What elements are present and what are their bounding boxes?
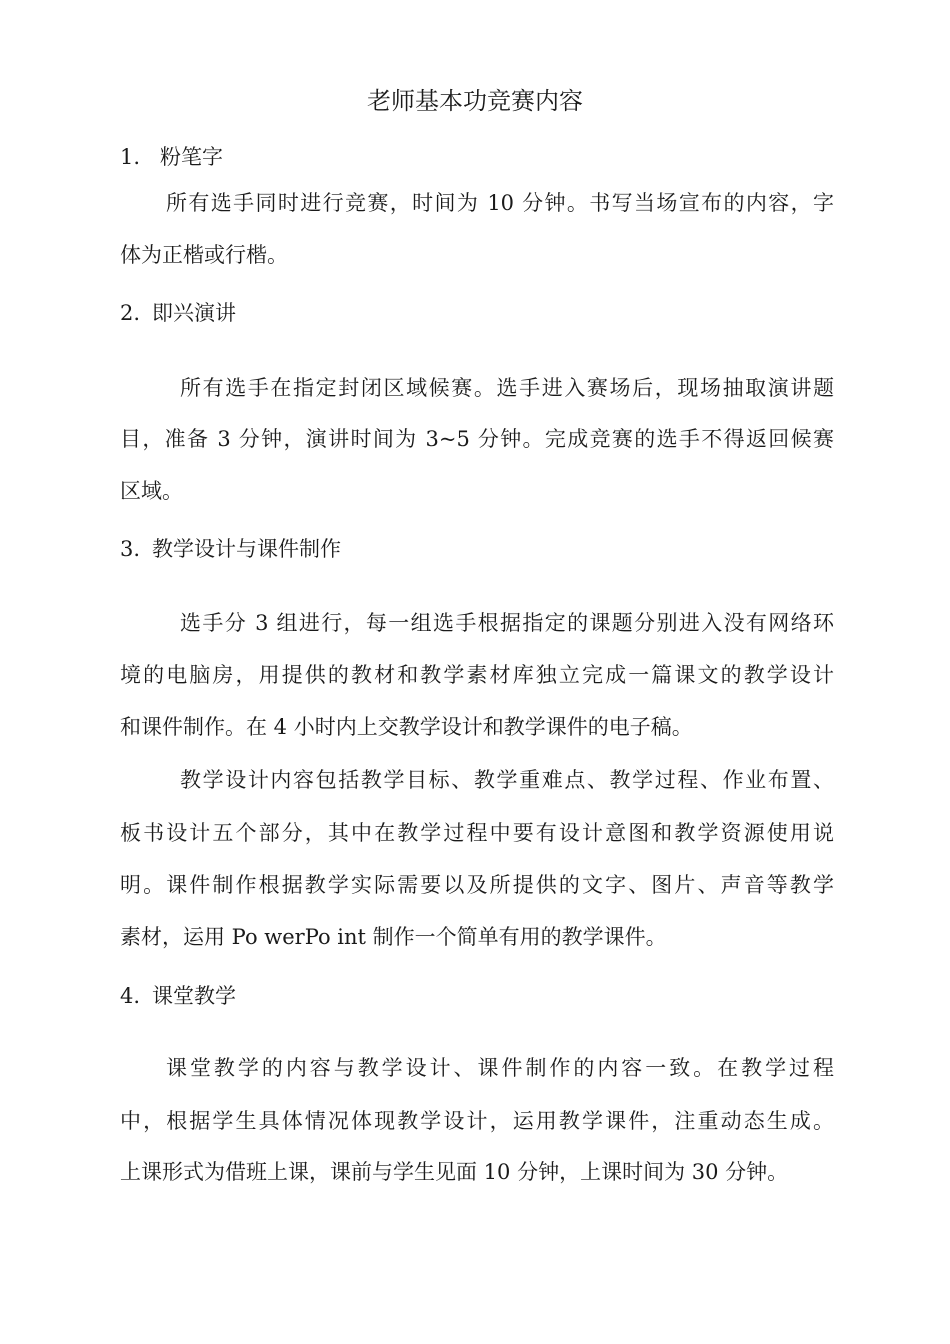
document-title: 老师基本功竞赛内容	[367, 87, 583, 115]
paragraph-line: 境的电脑房，用提供的教材和教学素材库独立完成一篇课文的教学设计	[120, 663, 834, 687]
paragraph-line: 中，根据学生具体情况体现教学设计，运用教学课件，注重动态生成。	[120, 1109, 834, 1133]
section-number: 3.	[120, 537, 141, 561]
section-title: 教学设计与课件制作	[152, 537, 341, 561]
section-number: 4.	[120, 984, 141, 1008]
section-title: 课堂教学	[152, 984, 236, 1008]
paragraph-line: 上课形式为借班上课，课前与学生见面 10 分钟，上课时间为 30 分钟。	[120, 1160, 789, 1184]
section-heading	[120, 142, 223, 172]
section-title: 粉笔字	[160, 145, 223, 169]
section-number: 2.	[120, 301, 141, 325]
paragraph-line: 体为正楷或行楷。	[120, 243, 288, 267]
paragraph-line: 所有选手同时进行竞赛，时间为 10 分钟。书写当场宣布的内容，字	[166, 191, 834, 215]
paragraph-line: 所有选手在指定封闭区域候赛。选手进入赛场后，现场抽取演讲题	[180, 376, 834, 400]
paragraph-line: 目，准备 3 分钟，演讲时间为 3~5 分钟。完成竞赛的选手不得返回候赛	[120, 427, 834, 451]
section-heading	[120, 534, 341, 564]
paragraph-line: 区域。	[120, 479, 183, 503]
paragraph-line: 教学设计内容包括教学目标、教学重难点、教学过程、作业布置、	[180, 768, 834, 792]
paragraph-line: 和课件制作。在 4 小时内上交教学设计和教学课件的电子稿。	[120, 715, 693, 739]
paragraph-line: 明。课件制作根据教学实际需要以及所提供的文字、图片、声音等教学	[120, 873, 834, 897]
paragraph-line: 板书设计五个部分，其中在教学过程中要有设计意图和教学资源使用说	[120, 821, 834, 845]
section-title: 即兴演讲	[152, 301, 236, 325]
paragraph-line: 课堂教学的内容与教学设计、课件制作的内容一致。在教学过程	[166, 1056, 834, 1080]
paragraph-line: 素材，运用 Po werPo int 制作一个简单有用的教学课件。	[120, 925, 667, 949]
paragraph-line: 选手分 3 组进行，每一组选手根据指定的课题分别进入没有网络环	[180, 611, 834, 635]
section-heading	[120, 981, 236, 1011]
section-heading	[120, 298, 236, 328]
section-number: 1.	[120, 145, 141, 169]
